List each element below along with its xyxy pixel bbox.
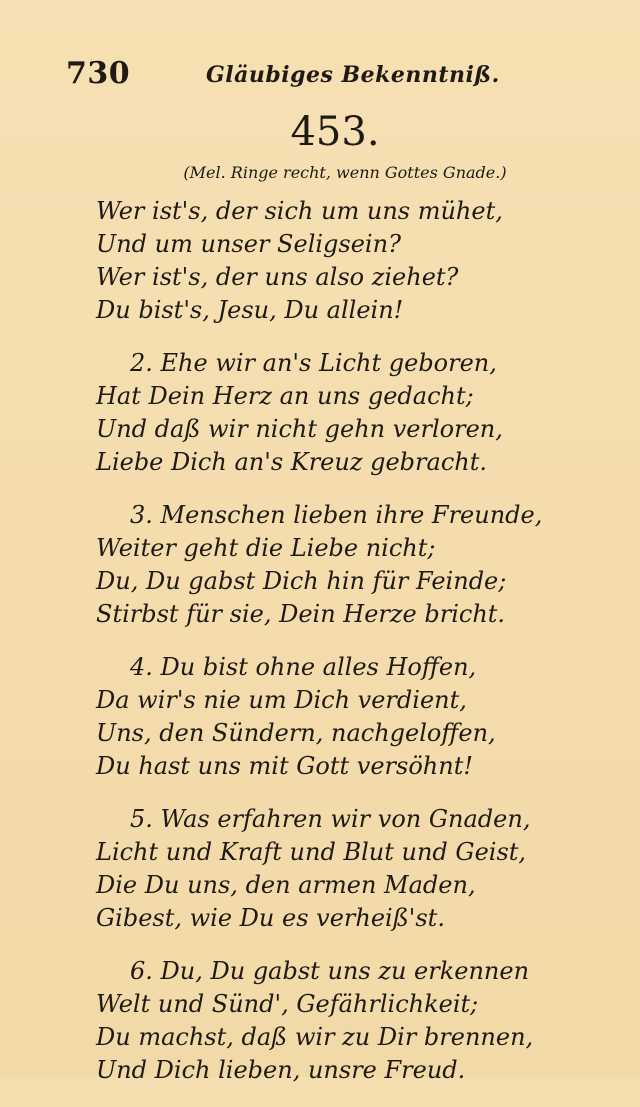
stanza-6 [96, 955, 576, 1087]
verse-line: 2. Ehe wir an's Licht geboren, [130, 349, 497, 377]
stanza-5 [96, 803, 576, 935]
verse-line: Und daß wir nicht gehn verloren, [96, 415, 503, 443]
verse-line: Uns, den Sündern, nachgeloffen, [96, 719, 496, 747]
hymn-number: 453. [290, 109, 380, 155]
verse-line: Du, Du gabst Dich hin für Feinde; [96, 567, 507, 595]
verse-line: Liebe Dich an's Kreuz gebracht. [96, 448, 487, 476]
stanza-1 [96, 195, 576, 327]
verse-line: Stirbst für sie, Dein Herze bricht. [96, 600, 506, 628]
melody-indication: (Mel. Ringe recht, wenn Gottes Gnade.) [183, 163, 507, 182]
hymn-stanzas [96, 195, 576, 1107]
verse-line: Wer ist's, der uns also ziehet? [96, 263, 459, 291]
verse-line: 6. Du, Du gabst uns zu erkennen [130, 957, 530, 985]
stanza-3 [96, 499, 576, 631]
verse-line: Die Du uns, den armen Maden, [96, 871, 476, 899]
verse-line: Und um unser Seligsein? [96, 230, 401, 258]
running-title: Gläubiges Bekenntniß. [206, 62, 500, 88]
verse-line: Da wir's nie um Dich verdient, [96, 686, 467, 714]
verse-line: Licht und Kraft und Blut und Geist, [96, 838, 527, 866]
verse-line: Welt und Sünd', Gefährlichkeit; [96, 990, 479, 1018]
stanza-4 [96, 651, 576, 783]
running-head [66, 52, 526, 92]
verse-line: Wer ist's, der sich um uns mühet, [96, 197, 503, 225]
verse-line: 5. Was erfahren wir von Gnaden, [130, 805, 531, 833]
stanza-2 [96, 347, 576, 479]
page-number: 730 [66, 56, 131, 91]
verse-line: Du machst, daß wir zu Dir brennen, [96, 1023, 534, 1051]
verse-line: Hat Dein Herz an uns gedacht; [96, 382, 474, 410]
verse-line: Du bist's, Jesu, Du allein! [96, 296, 404, 324]
verse-line: Und Dich lieben, unsre Freud. [96, 1056, 466, 1084]
verse-line: Gibest, wie Du es verheiß'st. [96, 904, 445, 932]
verse-line: Weiter geht die Liebe nicht; [96, 534, 436, 562]
verse-line: 4. Du bist ohne alles Hoffen, [130, 653, 477, 681]
verse-line: 3. Menschen lieben ihre Freunde, [130, 501, 543, 529]
verse-line: Du hast uns mit Gott versöhnt! [96, 752, 473, 780]
